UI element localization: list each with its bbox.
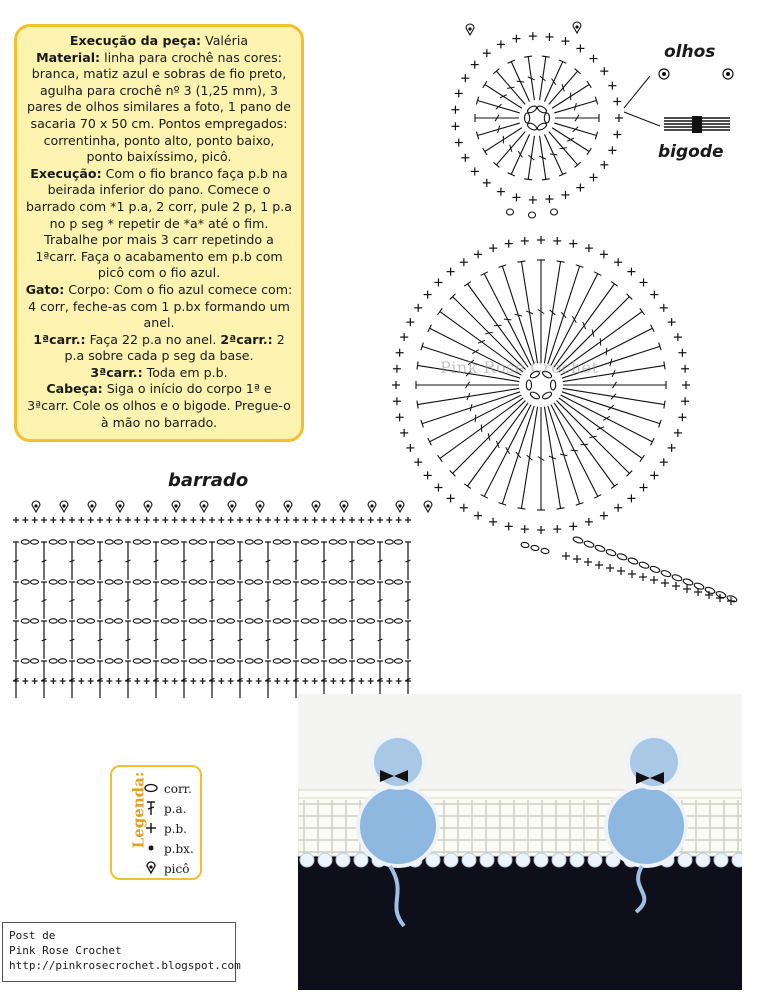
gato-label: Gato: — [25, 281, 65, 297]
carr2-label: 2ªcarr.: — [220, 331, 273, 347]
legend-item-pico — [142, 859, 194, 879]
execucao-text: Com o fio branco faça p.b na beirada inferior do pano. Comece o barrado com *1 p.a, 2 corr, pule 2 p, 1 p.a no p seg * repetir de *a* até o fim. Trabalhe por mais 3 carr repetindo a 1ªcarr. Faça o acabamento em p.b com picô com o fio azul. — [26, 165, 292, 281]
title-value: Valéria — [205, 33, 249, 48]
legend-label-pb: p.b. — [164, 822, 187, 836]
olhos-label: olhos — [664, 42, 716, 62]
picot-icon — [142, 861, 160, 878]
legend-item-pb — [142, 819, 194, 839]
watermark: Pink Rose Crochet — [440, 358, 599, 377]
neck-chain — [507, 209, 558, 218]
body-motif — [392, 236, 690, 534]
carr1-label: 1ªcarr.: — [33, 331, 86, 347]
carr2-text: 2 p.a sobre cada p seg da base. — [64, 331, 285, 364]
legend-title: Legenda: — [129, 771, 148, 849]
credit-line-1: Post de — [9, 929, 56, 942]
legend-box — [110, 765, 202, 880]
legend-label-pico: picô — [164, 862, 190, 876]
legend-label-pa: p.a. — [164, 802, 187, 816]
credit-box — [2, 922, 241, 982]
title-label: Execução da peça: — [69, 33, 202, 48]
plus-icon — [142, 821, 160, 838]
carr3-label: 3ªcarr.: — [90, 364, 143, 380]
carr3-text: Toda em p.b. — [146, 364, 228, 380]
gato-text: Corpo: Com o fio azul comece com: 4 corr, feche-as com 1 p.bx formando um anel. — [28, 281, 293, 331]
double-crochet-icon — [142, 800, 160, 819]
material-text: linha para crochê nas cores: branca, matiz azul e sobras de fio preto, agulha para crochê nº 3 (1,25 mm), 3 pares de olhos similares a foto, 1 pano de sacaria 70 x 50 cm. Pontos empregados: correntinha, ponto alto, ponto baixo, ponto baixíssimo, picô. — [26, 49, 292, 165]
cabeca-text: Siga o início do corpo 1ª e 3ªcarr. Cole os olhos e o bigode. Pregue-o à mão no barrado. — [27, 381, 291, 430]
finished-piece-photo — [298, 694, 742, 990]
legend-label-pbx: p.bx. — [164, 842, 194, 856]
legend-item-pa — [142, 799, 194, 819]
head-motif — [451, 22, 623, 204]
dot-icon — [142, 841, 160, 858]
barrado-chart — [13, 501, 432, 698]
execucao-label: Execução: — [30, 165, 102, 181]
chain-stitch-icon — [142, 782, 160, 796]
legend-label-corr: corr. — [164, 782, 192, 796]
eyes-illustration — [624, 69, 733, 108]
legend-item-corr — [142, 779, 194, 799]
cabeca-label: Cabeça: — [46, 381, 103, 397]
carr1-text: Faça 22 p.a no anel. — [89, 331, 217, 347]
whiskers-illustration — [624, 112, 730, 133]
bigode-label: bigode — [658, 142, 724, 162]
legend-item-pbx — [142, 839, 194, 859]
barrado-label: barrado — [168, 470, 249, 491]
material-label: Material: — [36, 49, 101, 65]
credit-link[interactable]: http://pinkrosecrochet.blogspot.com — [9, 959, 241, 972]
credit-line-2: Pink Rose Crochet — [9, 944, 122, 957]
tail-chain — [521, 536, 738, 605]
